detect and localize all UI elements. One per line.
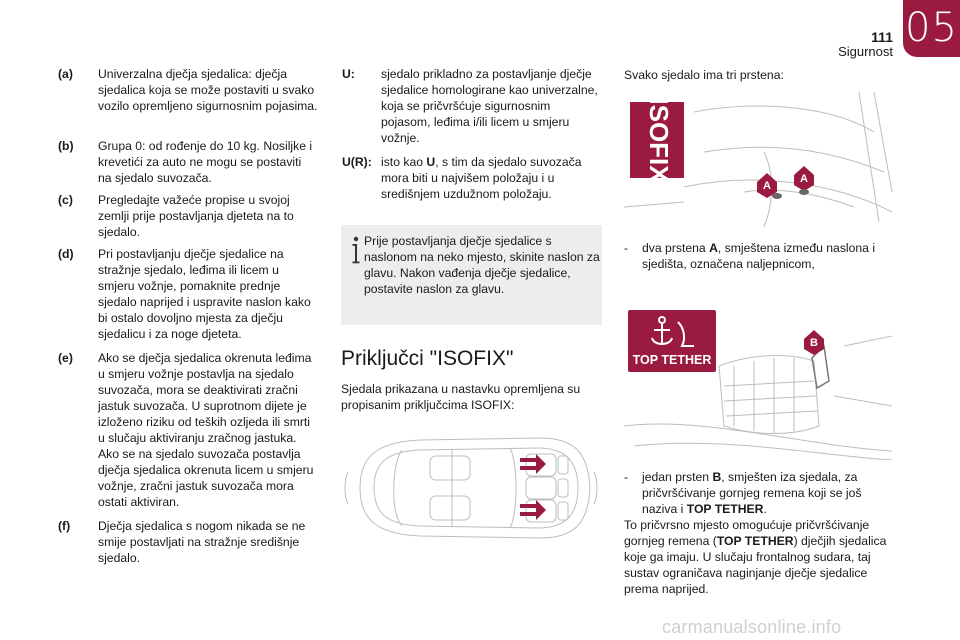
note-key: (e) bbox=[58, 351, 73, 365]
legend-text: isto kao U, s tim da sjedalo suvozača mora biti u najvišem položaju i u središnjem uzdužnom položaju. bbox=[381, 155, 582, 201]
legend-key: U: bbox=[342, 67, 355, 81]
note-key: (a) bbox=[58, 67, 73, 81]
note-key: (d) bbox=[58, 247, 74, 261]
isofix-label-text: ISOFIX bbox=[644, 97, 675, 183]
footer-watermark: carmanualsonline.info bbox=[662, 617, 842, 637]
note-text: Ako se dječja sjedalica okrenuta leđima u smjeru vožnje postavlja na sjedalo suvozača, mora se deaktivirati zračni jastuk suvozača. U suprotnom dijete je izloženo riziku od teških ozljeda ili smrti u slučaju aktiviranju zračnog jastuka. Ako se na sjedalo suvozača postavlja dječja sjedalica okrenuta licem u smjeru vožnje, zračni jastuk suvozača mora ostati aktiviran. bbox=[98, 351, 314, 509]
page-number: 111 bbox=[871, 29, 893, 45]
chapter-number: 05 bbox=[905, 5, 958, 51]
section-title: Sigurnost bbox=[838, 44, 893, 59]
note-key: (b) bbox=[58, 139, 74, 153]
marker-b-label: B bbox=[810, 337, 818, 349]
note-text: Pri postavljanju dječje sjedalice na stražnje sjedalo, leđima ili licem u smjeru vožnje, pomaknite prednje sjedalo naprijed i uspravite naslon kako bi ostalo dovoljno mjesta za dječju sjedalicu i za noge djeteta. bbox=[98, 247, 311, 341]
legend-text: sjedalo prikladno za postavljanje dječje sjedalice homologirane kao univerzalne, koja se pričvršćuje sigurnosnim pojasom, leđima i/ili licem u smjeru vožnje. bbox=[381, 67, 598, 145]
info-icon bbox=[350, 236, 362, 266]
car-top-view-illustration bbox=[340, 432, 602, 544]
bullet-text: jedan prsten B, smješten iza sjedala, za pričvršćivanje gornjeg remena koji se još naziva i TOP TETHER. bbox=[642, 470, 862, 516]
note-text: Pregledajte važeće propise u svojoj zemlji prije postavljanja djeteta na to sjedalo. bbox=[98, 193, 294, 239]
marker-a-label: A bbox=[800, 173, 808, 185]
legend-key: U(R): bbox=[342, 155, 372, 169]
top-tether-paragraph: To pričvrsno mjesto omogućuje pričvršćivanje gornjeg remena (TOP TETHER) dječjih sjedalica koje ga imaju. U slučaju frontalnog sudara, taj sustav ograničava naginjanje dječje sjedalice prema naprijed. bbox=[624, 518, 887, 596]
top-tether-label: TOP TETHER bbox=[632, 353, 712, 367]
note-key: (c) bbox=[58, 193, 73, 207]
note-text: Grupa 0: od rođenje do 10 kg. Nosiljke i krevetići za auto ne mogu se postaviti na sjedalo suvozača. bbox=[98, 139, 313, 185]
isofix-intro: Sjedala prikazana u nastavku opremljena su propisanim priključcima ISOFIX: bbox=[341, 382, 581, 412]
marker-a-label: A bbox=[763, 180, 771, 192]
isofix-heading: Priključci "ISOFIX" bbox=[341, 347, 514, 370]
top-tether-photo bbox=[624, 306, 894, 460]
rings-intro: Svako sjedalo ima tri prstena: bbox=[624, 68, 784, 82]
isofix-anchor-photo bbox=[624, 92, 894, 232]
info-text: Prije postavljanja dječje sjedalice s naslonom na neko mjesto, skinite naslon za glavu. Nakon vađenja dječje sjedalice, postavite naslon za glavu. bbox=[364, 234, 600, 296]
note-text: Dječja sjedalica s nogom nikada se ne smije postavljati na stražnje središnje sjedalo. bbox=[98, 519, 306, 565]
note-key: (f) bbox=[58, 519, 71, 533]
note-text: Univerzalna dječja sjedalica: dječja sjedalica koja se može postaviti u svako vozilo opremljeno sigurnosnim pojasima. bbox=[98, 67, 318, 113]
bullet-text: dva prstena A, smještena između naslona i sjedišta, označena naljepnicom, bbox=[642, 241, 876, 271]
chapter-tab bbox=[903, 0, 960, 57]
